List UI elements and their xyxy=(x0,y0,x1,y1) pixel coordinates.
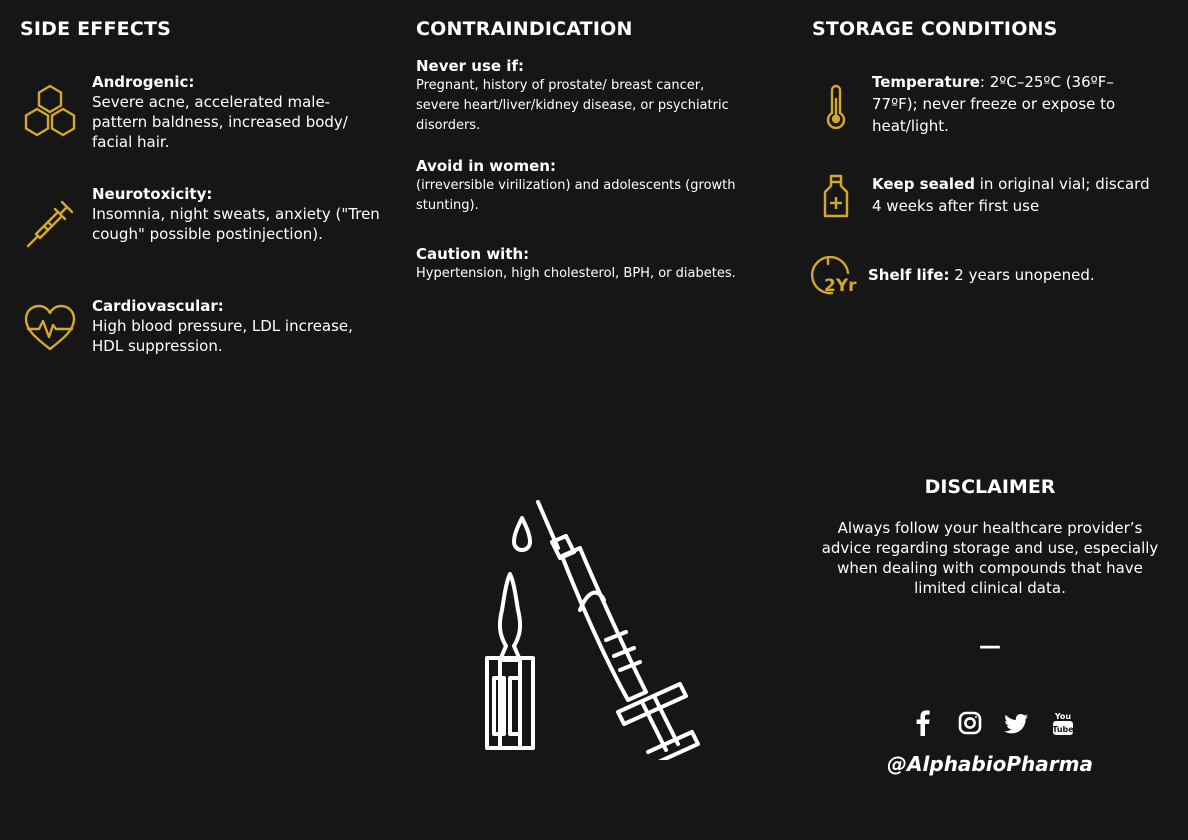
storage-sealed xyxy=(872,173,1152,217)
side-effect-neurotoxicity xyxy=(92,184,382,244)
youtube-tube-label: Tube xyxy=(1052,725,1074,734)
storage-text: : 2ºC–25ºC (36ºF–77ºF); never freeze or expose to heat/light. xyxy=(872,73,1116,135)
side-effect-title: Neurotoxicity: xyxy=(92,185,213,203)
hexagon-cells-icon xyxy=(20,82,80,142)
side-effect-body: High blood pressure, LDL increase, HDL suppression. xyxy=(92,317,353,355)
side-effect-cardiovascular xyxy=(92,296,382,356)
twitter-icon[interactable] xyxy=(1001,708,1031,738)
storage-text: 2 years unopened. xyxy=(949,266,1095,284)
side-effect-androgenic xyxy=(92,72,382,152)
thermometer-icon xyxy=(806,76,866,136)
vial-icon xyxy=(806,166,866,226)
storage-text: in original vial; discard 4 weeks after first use xyxy=(872,175,1150,215)
side-effects-heading: SIDE EFFECTS xyxy=(20,18,172,40)
social-links xyxy=(908,708,1078,740)
storage-shelf-life xyxy=(868,264,1158,286)
side-effect-title: Cardiovascular: xyxy=(92,297,224,315)
side-effect-body: Insomnia, night sweats, anxiety ("Tren cough" possible postinjection). xyxy=(92,205,380,243)
contraindication-never-use xyxy=(416,56,746,136)
heart-pulse-icon xyxy=(20,298,80,358)
syringe-icon xyxy=(20,194,80,254)
storage-heading: STORAGE CONDITIONS xyxy=(812,18,1058,40)
storage-label: Keep sealed xyxy=(872,175,975,193)
shelf-life-label: 2Yr xyxy=(824,276,857,296)
disclaimer-heading: DISCLAIMER xyxy=(924,476,1056,498)
side-effect-title: Androgenic: xyxy=(92,73,195,91)
contraindication-text: (irreversible virilization) and adolescents (growth stunting). xyxy=(416,178,736,213)
contraindication-caution xyxy=(416,244,746,284)
shelf-life-clock-icon xyxy=(806,246,866,306)
contraindication-text: Hypertension, high cholesterol, BPH, or diabetes. xyxy=(416,266,736,281)
contraindication-label: Avoid in women: xyxy=(416,157,556,175)
storage-label: Temperature xyxy=(872,73,980,91)
storage-label: Shelf life: xyxy=(868,266,950,284)
side-effect-body: Severe acne, accelerated male-pattern baldness, increased body/ facial hair. xyxy=(92,93,348,151)
contraindication-text: Pregnant, history of prostate/ breast cancer, severe heart/liver/kidney disease, or psychiatric disorders. xyxy=(416,78,729,133)
facebook-icon[interactable] xyxy=(908,708,938,738)
contraindication-heading: CONTRAINDICATION xyxy=(416,18,633,40)
ampoule-and-syringe-icon xyxy=(470,490,730,760)
storage-temperature xyxy=(872,71,1152,137)
social-handle[interactable]: @AlphabioPharma xyxy=(887,752,1093,776)
contraindication-label: Caution with: xyxy=(416,245,530,263)
instagram-icon[interactable] xyxy=(955,708,985,738)
contraindication-avoid-women xyxy=(416,156,746,216)
youtube-you-label: You xyxy=(1054,712,1072,721)
contraindication-label: Never use if: xyxy=(416,57,524,75)
disclaimer-divider: — xyxy=(979,634,1001,659)
youtube-icon[interactable] xyxy=(1048,708,1078,738)
disclaimer-body: Always follow your healthcare provider’s advice regarding storage and use, especially when dealing with compounds that have limited clinical data. xyxy=(821,519,1159,597)
